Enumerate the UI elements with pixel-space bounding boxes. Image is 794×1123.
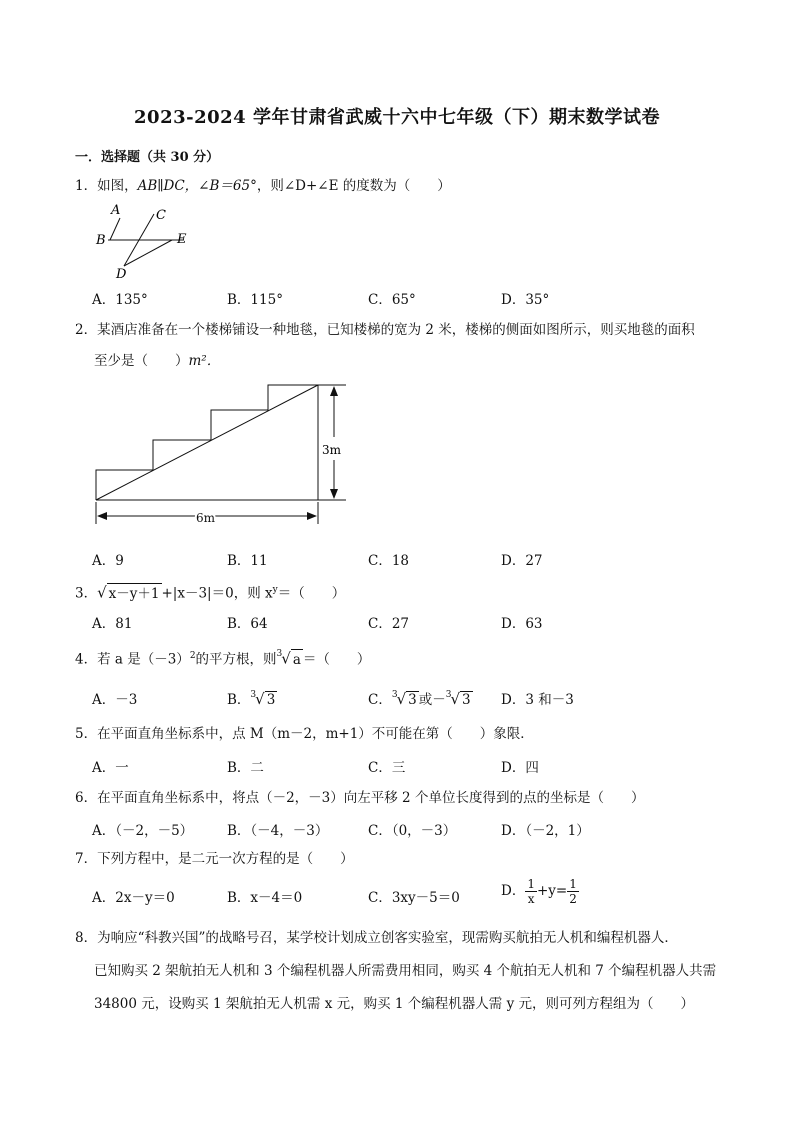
q2-options <box>92 549 732 569</box>
q3-sqrt-symbol: √ <box>97 583 107 602</box>
q8-line-2: 已知购买 2 架航拍无人机和 3 个编程机器人所需费用相同，购买 4 个航拍无人机和 7 个编程机器人共需 <box>94 963 717 979</box>
q7-option-d-label: D． <box>501 883 526 899</box>
q6-option-c[interactable]: C．（0，－3） <box>368 823 457 839</box>
q7-option-b[interactable]: B．x－4＝0 <box>227 890 303 906</box>
q4-option-c-radicand-1: 3 <box>408 692 417 708</box>
q4-options <box>92 688 732 708</box>
q1-label-e: E <box>177 232 187 247</box>
q2-width-label: 6m <box>196 511 216 525</box>
q2-option-d[interactable]: D．27 <box>501 553 543 569</box>
q3-sup: y <box>272 585 278 595</box>
q1-condition: AB∥DC，∠B＝65° <box>137 178 257 194</box>
q4-option-b-index: 3 <box>250 689 257 700</box>
question-1 <box>75 176 451 196</box>
q7-frac2-num: 1 <box>569 877 577 891</box>
q1-pre: 如图， <box>97 178 138 194</box>
q5-options <box>92 756 732 776</box>
q4-sup: 2 <box>189 651 196 661</box>
q4-option-c-radicand-2: 3 <box>462 692 471 708</box>
q7-frac1-num: 1 <box>527 877 535 891</box>
q4-option-c-index-1: 3 <box>391 689 398 700</box>
q1-option-d[interactable]: D．35° <box>501 292 550 308</box>
q1-post: ，则∠D+∠E 的度数为（ ） <box>256 178 451 194</box>
q1-options <box>92 288 732 308</box>
q3-number: 3． <box>75 585 98 602</box>
q5-option-d[interactable]: D．四 <box>501 760 539 776</box>
q4-option-c-label: C． <box>368 692 392 708</box>
q3-rest: +|x－3|＝0，则 x <box>161 585 273 602</box>
q1-figure <box>88 198 198 284</box>
page-title: 2023-2024 学年甘肃省武威十六中七年级（下）期末数学试卷 <box>134 107 660 128</box>
q4-option-b-label: B． <box>227 692 251 708</box>
q4-option-c[interactable]: C．$^3$√ 3 或－$^3$√ 3 <box>368 689 471 708</box>
q2-option-b[interactable]: B．11 <box>227 553 268 569</box>
q2-height-label: 3m <box>322 443 342 457</box>
q1-label-c: C <box>156 208 166 223</box>
q1-option-b[interactable]: B．115° <box>227 292 283 308</box>
q7-option-d[interactable] <box>501 877 579 906</box>
q2-line-1: 2．某酒店准备在一个楼梯铺设一种地毯，已知楼梯的宽为 2 米，楼梯的侧面如图所示，则买地毯的面积 <box>75 322 695 338</box>
q1-label-b: B <box>96 233 106 248</box>
q3-option-c[interactable]: C．27 <box>368 616 410 632</box>
question-7: 7．下列方程中，是二元一次方程的是（ ） <box>75 851 354 867</box>
q2-option-c[interactable]: C．18 <box>368 553 410 569</box>
q4-text-end: ＝（ ） <box>302 651 371 668</box>
q6-option-a[interactable]: A．（－2，－5） <box>92 823 194 839</box>
q4-text-pre: 4．若 a 是（－3） <box>75 651 190 668</box>
q6-options <box>92 819 732 839</box>
q4-text-mid: 的平方根，则 <box>195 651 277 668</box>
q5-option-a[interactable]: A．一 <box>92 760 129 776</box>
q1-option-a[interactable]: A．135° <box>92 292 148 308</box>
q7-options <box>92 877 732 920</box>
q2-unit: m²． <box>188 353 221 369</box>
section-heading: 一．选择题（共 30 分） <box>75 150 220 165</box>
q3-option-d[interactable]: D．63 <box>501 616 543 632</box>
q6-option-b[interactable]: B．（－4，－3） <box>227 823 329 839</box>
question-6: 6．在平面直角坐标系中，将点（－2，－3）向左平移 2 个单位长度得到的点的坐标是（ ） <box>75 790 645 806</box>
q7-frac1-den: x <box>527 892 535 906</box>
q3-radicand: x－y＋1 <box>107 583 162 604</box>
question-3 <box>75 580 345 604</box>
q3-options <box>92 612 732 632</box>
question-8 <box>75 922 725 1021</box>
q7-option-c[interactable]: C．3xy－5＝0 <box>368 890 460 906</box>
q6-option-d[interactable]: D．（－2，1） <box>501 823 590 839</box>
q2-line-2 <box>75 351 725 371</box>
q1-number: 1． <box>75 178 98 194</box>
q2-stair-figure <box>90 378 360 538</box>
q4-cube-root: $^3$√ a <box>276 649 301 668</box>
question-5: 5．在平面直角坐标系中，点 M（m－2，m+1）不可能在第（ ）象限． <box>75 726 534 742</box>
q4-option-d[interactable]: D．3 和－3 <box>501 692 574 708</box>
q4-cube-index: 3 <box>276 649 283 659</box>
q3-option-a[interactable]: A．81 <box>92 616 133 632</box>
q3-end: ＝（ ） <box>277 585 346 602</box>
q7-option-d-frac-1 <box>525 877 537 906</box>
q1-label-d: D <box>116 267 127 282</box>
q8-line-3: 34800 元，设购买 1 架航拍无人机需 x 元，购买 1 个编程机器人需 y 元，则可列方程组为（ ） <box>94 996 694 1012</box>
q4-option-b-radicand: 3 <box>266 692 276 708</box>
q7-option-a[interactable]: A．2x－y＝0 <box>92 890 175 906</box>
q1-label-a: A <box>111 203 121 218</box>
q4-option-b[interactable]: B．$^3$√ 3 <box>227 689 276 708</box>
question-4 <box>75 646 370 670</box>
q3-option-b[interactable]: B．64 <box>227 616 268 632</box>
q4-option-a[interactable]: A．－3 <box>92 692 138 708</box>
q5-option-b[interactable]: B．二 <box>227 760 264 776</box>
q1-option-c[interactable]: C．65° <box>368 292 416 308</box>
q7-option-d-mid: +y= <box>536 883 568 899</box>
q7-option-d-frac-2 <box>567 877 579 906</box>
q5-option-c[interactable]: C．三 <box>368 760 406 776</box>
q2-option-a[interactable]: A．9 <box>92 553 124 569</box>
q4-option-c-index-2: 3 <box>445 689 452 700</box>
q7-frac2-den: 2 <box>569 892 577 906</box>
q4-radicand: a <box>291 649 303 670</box>
q4-option-c-mid: 或－ <box>418 692 446 708</box>
q2-line-2-text: 至少是（ ） <box>94 353 189 369</box>
q8-line-1: 8．为响应“科教兴国”的战略号召，某学校计划成立创客实验室，现需购买航拍无人机和编程机器人． <box>75 930 678 946</box>
question-2 <box>75 320 725 371</box>
